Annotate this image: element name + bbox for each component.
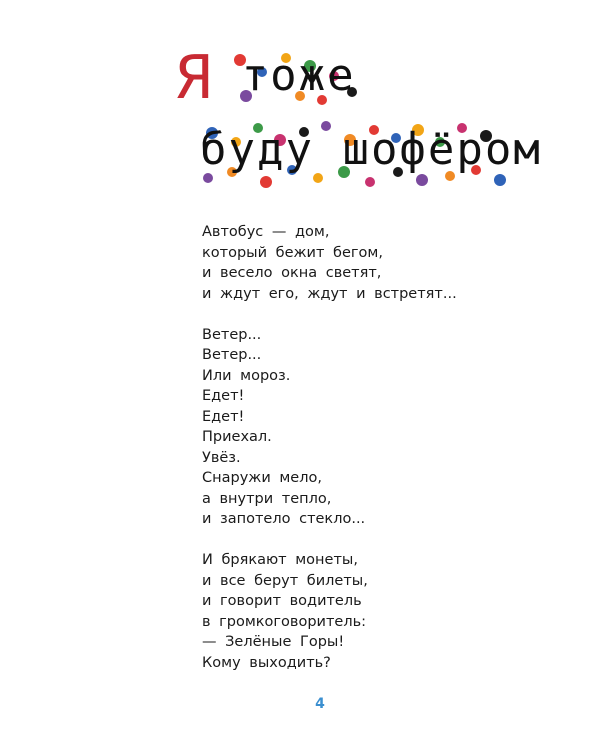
title-red-letter: Я	[175, 43, 214, 113]
poem-line: Кому выходить?	[202, 654, 331, 671]
title-block	[0, 0, 600, 200]
poem-stanza-3	[202, 550, 542, 673]
poem-line: и все берут билеты,	[202, 572, 368, 589]
title-word-also: тоже	[241, 50, 356, 101]
poem-line: Ветер...	[202, 326, 262, 343]
poem-line: а внутри тепло,	[202, 490, 332, 507]
poem-line: И брякают монеты,	[202, 552, 358, 568]
title-dot	[416, 174, 428, 186]
poem-line: и запотело стекло...	[202, 511, 366, 527]
poem-stanza-2	[202, 325, 542, 530]
poem-line: Едет!	[202, 388, 245, 404]
poem-stanza-1	[202, 222, 542, 304]
poem-line: Увёз.	[202, 449, 241, 466]
poem-line: Ветер...	[202, 347, 262, 363]
poem-body	[202, 222, 542, 673]
poem-line: и весело окна светят,	[202, 265, 382, 281]
poem-line: и говорит водитель	[202, 593, 362, 609]
title-dot	[494, 174, 506, 186]
poem-line: Или мороз.	[202, 367, 291, 384]
poem-line: который бежит бегом,	[202, 244, 383, 261]
poem-line: Снаружи мело,	[202, 470, 322, 486]
poem-line: Приехал.	[202, 429, 272, 445]
poem-line: и ждут его, ждут и встретят...	[202, 285, 457, 302]
page-number: 4	[315, 696, 325, 712]
title-line-1	[175, 43, 356, 113]
poem-line: Едет!	[202, 408, 245, 425]
title-line-2: буду шофёром	[200, 124, 542, 175]
poem-line: Автобус — дом,	[202, 224, 330, 240]
poem-line: в громкоговоритель:	[202, 613, 367, 630]
title-dot	[260, 176, 272, 188]
title-dot	[365, 177, 375, 187]
poem-line: — Зелёные Горы!	[202, 634, 345, 650]
